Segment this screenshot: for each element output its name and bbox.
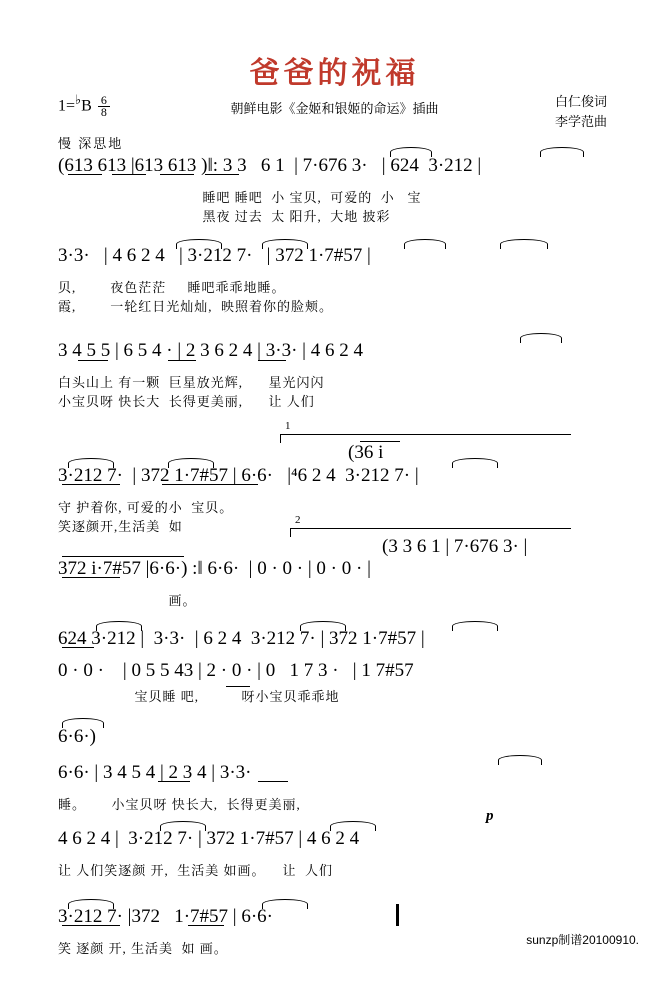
music-system-5 (58, 558, 618, 609)
slur (498, 755, 542, 765)
beam (62, 556, 184, 557)
beam (160, 174, 194, 175)
lyric-line-1: 白头山上 有一颗 巨星放光辉, 星光闪闪 (58, 375, 325, 390)
slur (390, 147, 432, 157)
slur (262, 899, 308, 909)
beam (168, 360, 196, 361)
slur (300, 621, 346, 631)
lyric-line-2: 黑夜 过去 太 阳升, 大地 披彩 (58, 209, 391, 224)
slur (262, 239, 308, 249)
note-line: 3 4 5 5 | 6 5 4 · | 2 3 6 2 4 | 3·3· | 4 6 2 4 (58, 340, 363, 361)
key-letter: B (81, 97, 92, 115)
ending-1-notes: (36 i (348, 442, 384, 463)
slur (404, 239, 446, 249)
beam (360, 441, 400, 442)
flat-icon: ♭ (75, 92, 82, 107)
note-line-2: 0 · 0 · | 0 5 5 43 | 2 · 0 · | 0 1 7 3 · | 1 7#57 (58, 660, 414, 681)
time-sig-denominator: 8 (100, 105, 107, 120)
slur (452, 621, 498, 631)
dynamic-piano: p (486, 808, 494, 824)
slur (520, 333, 562, 343)
note-line: 624 3·212 | 3·3· | 6 2 4 3·212 7· | 372 1·7#57 | (58, 628, 425, 649)
note-line: 6·6· | 3 4 5 4 | 2 3 4 | 3·3· (58, 762, 252, 783)
beam (68, 174, 102, 175)
note-line: (613 613 |613 613 )‖: 3 3 6 1 | 7·676 3· | 624 3·212 | (58, 155, 482, 176)
lyric-line-1: 睡。 小宝贝呀 快长大, 长得更美丽, (58, 797, 301, 812)
beam (112, 174, 146, 175)
slur (452, 458, 498, 468)
footer-credit: sunzp制谱20100910. (526, 933, 639, 947)
composer: 李学范曲 (554, 114, 607, 129)
beam (226, 686, 250, 687)
note-line: 3·212 7· | 372 1·7#57 | 6·6· |⁴6 2 4 3·212 7· | (58, 465, 419, 486)
lyric-line-1: 宝贝睡 吧, 呀小宝贝乖乖地 (58, 689, 340, 704)
music-system-3 (58, 340, 618, 410)
final-barline (396, 904, 399, 926)
lyric-line-1: 笑 逐颜 开, 生活美 如 画。 (58, 941, 228, 956)
slur (500, 239, 548, 249)
tempo-marking: 慢 深思地 (58, 136, 124, 151)
ending-2-notes: (3 3 6 1 | 7·676 3· | (382, 536, 528, 557)
note-line: 372 i·7#57 |6·6·) :‖ 6·6· | 0 · 0 · | 0 · 0 · | (58, 558, 371, 579)
lyric-line-2: 霞, 一轮红日光灿灿, 映照着你的脸颊。 (58, 299, 334, 314)
beam (78, 360, 108, 361)
beam (162, 484, 258, 485)
key-label: 1= (58, 97, 76, 115)
music-system-6 (58, 628, 618, 705)
slur (330, 821, 376, 831)
beam (205, 174, 239, 175)
music-system-1 (58, 155, 618, 225)
note-line: 3·3· | 4 6 2 4 | 3·212 7· | 372 1·7#57 | (58, 245, 371, 266)
slur (168, 458, 214, 468)
ending-number-2: 2 (295, 514, 301, 526)
lyric-line-1: 让 人们笑逐颜 开, 生活美 如画。 让 人们 (58, 863, 334, 878)
slur (96, 621, 142, 631)
beam (62, 577, 120, 578)
lyric-line-2: 小宝贝呀 快长大 长得更美丽, 让 人们 (58, 394, 315, 409)
music-system-4 (58, 465, 618, 535)
slur (68, 899, 114, 909)
music-system-2 (58, 245, 618, 315)
lyric-line-1: 贝, 夜色茫茫 睡吧乖乖地睡。 (58, 280, 286, 295)
slur (160, 821, 206, 831)
first-ending-bracket (280, 420, 571, 443)
slur (540, 147, 584, 157)
time-sig-numerator: 6 (100, 93, 107, 108)
beam (258, 360, 286, 361)
note-line-pickup: 6·6·) (58, 726, 96, 747)
page-title: 爸爸的祝福 (249, 57, 420, 90)
slur (176, 239, 222, 249)
note-line: 3·212 7· |372 1·7#57 | 6·6· (58, 906, 273, 927)
beam (158, 781, 190, 782)
lyric-line-2: 笑逐颜开,生活美 如 (58, 519, 183, 534)
lyric-line-1: 守 护着你, 可爱的小 宝贝。 (58, 500, 234, 515)
music-system-7 (58, 762, 618, 813)
music-system-7-pickup (58, 726, 618, 752)
beam (62, 647, 94, 648)
lyric-line-1: 画。 (58, 593, 197, 608)
credits (555, 92, 607, 132)
subtitle: 朝鲜电影《金姬和银姬的命运》插曲 (230, 101, 439, 116)
music-system-8 (58, 828, 618, 879)
beam (62, 484, 120, 485)
ending-number-1: 1 (285, 420, 291, 432)
lyricist: 白仁俊词 (554, 94, 607, 109)
lyric-line-1: 睡吧 睡吧 小 宝贝, 可爱的 小 宝 (58, 190, 422, 205)
beam (188, 925, 224, 926)
note-line: 4 6 2 4 | 3·212 7· | 372 1·7#57 | 4 6 2 4 (58, 828, 360, 849)
slur (68, 458, 114, 468)
beam (258, 781, 288, 782)
slur (62, 718, 104, 728)
beam (62, 925, 120, 926)
